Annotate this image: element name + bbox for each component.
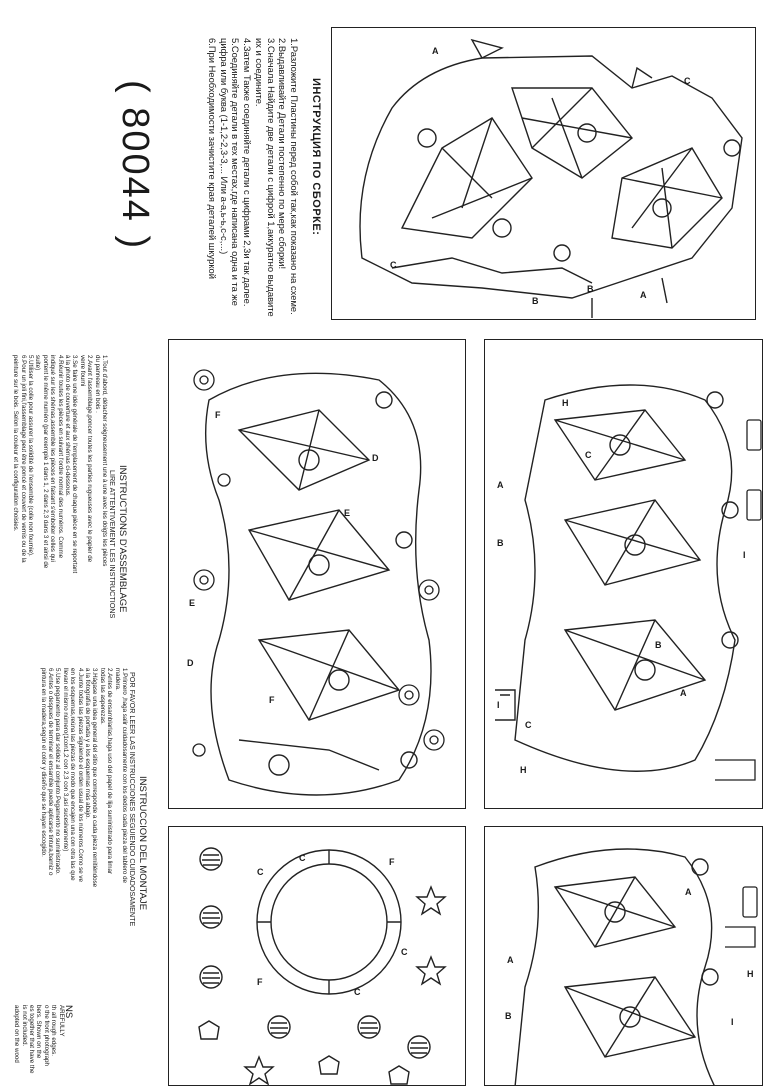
tree-piece-drawing (332, 28, 756, 320)
label-f-ring-1: F (389, 857, 395, 867)
spanish-line-1: 1.Primero ,haga salir cuidadosamente con los dedos cada pieza del tablero de (121, 668, 128, 883)
russian-line-8: 6.При Необходимости зачистите края деталей шкуркой (207, 38, 219, 279)
label-c-top: C (684, 76, 691, 86)
model-code-text: ( 80044 ) (114, 80, 156, 251)
spanish-title: INSTRUCCION DEL MONTAJE (137, 776, 148, 911)
label-h-top: H (562, 398, 569, 408)
panel-arch-gears (168, 339, 466, 809)
french-instructions (12, 355, 128, 618)
russian-line-2: 2.Выдавливайте Детали постепенно по мере сборки! (277, 38, 289, 270)
panel-arches-abc (484, 339, 763, 809)
french-subtitle: LIRE ATTENTIVEMENT LES INSTRUCTIONS (108, 470, 117, 619)
ring-parts-drawing (169, 827, 466, 1086)
french-line-2: du panneau en bois . (93, 355, 101, 413)
label-a-upper: A (497, 480, 504, 490)
french-line-10: suite) (34, 355, 42, 371)
label-a-bottom: A (640, 290, 647, 300)
label-a-arch-2: A (685, 887, 692, 897)
english-line-11: adopted on the wood (13, 1005, 21, 1063)
label-b-bottom: B (532, 296, 539, 306)
label-a-lower: A (680, 688, 687, 698)
arches-abc-drawing (485, 340, 763, 809)
label-h-arch: H (747, 969, 754, 979)
french-line-13: peinture sur le bois. Selon la couleur et la configuration choisies. (12, 355, 20, 532)
russian-line-7: цифра или буква (1-1,2-2,3-3,... Или а-а,ь-ь,с-с,...) (218, 38, 230, 255)
french-line-9: portent le même numéro (par exemple 1 dans 1, 2 dans 2,3 dans 3 et ainsi de (41, 355, 49, 569)
spanish-line-8: en los esquemas,reúna las piezas de modo que encajen una con otra las que (69, 668, 77, 881)
english-instructions (13, 1005, 72, 1073)
french-line-3: 2.Avant l'assemblage,poncer toutes les parties rugueuses avec le papier de (86, 355, 94, 563)
panel-arch-ab (484, 826, 763, 1086)
russian-line-5: 4.Затем Также соединяйте детали с цифрами 2,3и так далее. (242, 38, 254, 307)
arch-ab-drawing (485, 827, 763, 1086)
label-h-lower: H (520, 765, 527, 775)
label-i-lower: I (497, 700, 500, 710)
russian-line-1: 1.Разложите Пластины перед собой так,как показано на схеме. (289, 38, 300, 315)
russian-line-4: их и соедините. (253, 38, 265, 107)
french-line-8: indiqué sur les shémas,assemble les pièces en faisant s'emboiter celles qui (49, 355, 57, 562)
russian-lines-block (206, 38, 300, 317)
english-line-6: bers. Shown on the (35, 1005, 43, 1059)
label-e-left: E (189, 598, 196, 608)
french-line-12: 6.Pour un joli fini,l'assemblage peut être poncé et couvert de vernis ou de la (19, 355, 27, 563)
english-line-1: NS (63, 1005, 74, 1019)
label-c-ring-1: C (257, 867, 264, 877)
spanish-line-5: 3.Hágase una idea general del sitio que corresponde a cada pieza remitiéndose (91, 668, 99, 888)
label-i-mid: I (743, 550, 746, 560)
spanish-line-2: madera. (113, 668, 121, 691)
english-line-2: AREFULLY (57, 1005, 65, 1037)
spanish-line-4: todas las asperezas. (98, 668, 106, 725)
label-c-left: C (390, 260, 397, 270)
label-c-lower: C (525, 720, 532, 730)
spanish-instructions (39, 668, 148, 926)
panel-ring-parts (168, 826, 466, 1086)
russian-instructions (310, 78, 322, 235)
model-code (113, 80, 156, 250)
label-a-top: A (432, 46, 439, 56)
spanish-line-6: a la fotografía de portada y a los esquemas más abajo. (83, 668, 91, 819)
french-line-11: 5.Utiliser la colle pour assurer la solidité de l'ensemble (colle non fournie). (26, 355, 34, 557)
label-c-upper: C (585, 450, 592, 460)
label-d-left: D (372, 453, 379, 463)
label-e-mid: E (344, 508, 351, 518)
french-line-7: 4.Réunir toutes les pièces en suivant l'ordre normal des numéros. Comme (56, 355, 64, 559)
russian-line-6: 5.Соединяйте детали в тех местах,где написана одна и та же (230, 38, 242, 306)
french-line-1: 1.Tout d'abord, détacher soigneusement une à une avec les doigts les pièces (101, 355, 108, 567)
french-title: INSTRUCTIONS D'ASSEMBLAGE (117, 465, 128, 613)
label-i-arch: I (731, 1017, 734, 1027)
spanish-line-9: llevan el mismo número(1con1,2 con 2,3 con 3,así sucesivamente) (61, 668, 69, 852)
label-c-ring-3: C (354, 987, 361, 997)
english-line-7: es together that have the (27, 1005, 35, 1074)
english-line-10: is not included. (20, 1005, 28, 1047)
label-d-bottom: D (187, 658, 194, 668)
label-b-lower: B (655, 640, 662, 650)
spanish-line-12: pintura en la madera,según el color y diseño que se hayan escogido. (39, 668, 47, 857)
label-c-ring-4: C (401, 947, 408, 957)
french-line-4: verre fourni (78, 355, 86, 387)
label-b-arch: B (505, 1011, 512, 1021)
french-line-6: à la photo de couverture et aux shémas ci-dessous. (63, 355, 71, 497)
russian-title: ИНСТРУКЦИЯ ПО СБОРКЕ: (310, 78, 322, 236)
arch-gears-drawing (169, 340, 466, 809)
label-f-top: F (215, 410, 221, 420)
label-b-right: B (587, 284, 594, 294)
english-line-4: o the front photograph (42, 1005, 50, 1066)
label-c-ring-2: C (299, 853, 306, 863)
spanish-subtitle: POR FAVOR LEER LAS INSTRUCCIONES SEGUIENDO CUIDADOSAMENTE (128, 672, 137, 927)
label-a-arch: A (507, 955, 514, 965)
french-line-5: 3.Se faire une idée générale de l'emplacement de chaque pièce en se reportant (71, 355, 79, 574)
spanish-line-11: 6.Antes o despues de terminar el ensamble puede aplicarse tintura,barniz o (46, 668, 54, 876)
panel-tree-piece (331, 27, 756, 320)
label-f-ring-2: F (257, 977, 263, 987)
label-b-upper: B (497, 538, 504, 548)
spanish-line-10: 5.Use pegamento para dar solidez al conjunto.Pegamento no suministrado. (54, 668, 62, 875)
russian-line-3: 3.Сначала Найдите две детали с цифрой 1,аккуратно выдавите (265, 38, 277, 317)
label-f-bottom: F (269, 695, 275, 705)
spanish-line-7: 4.Junte todas las piezas siguiendo el orden usual de los números.Como se ve (76, 668, 84, 882)
spanish-line-3: 2.Antes de ensamblarlas,haga uso del papel de lija suministrado para limar (106, 668, 114, 875)
english-line-3: th all rough edges. (50, 1005, 58, 1056)
